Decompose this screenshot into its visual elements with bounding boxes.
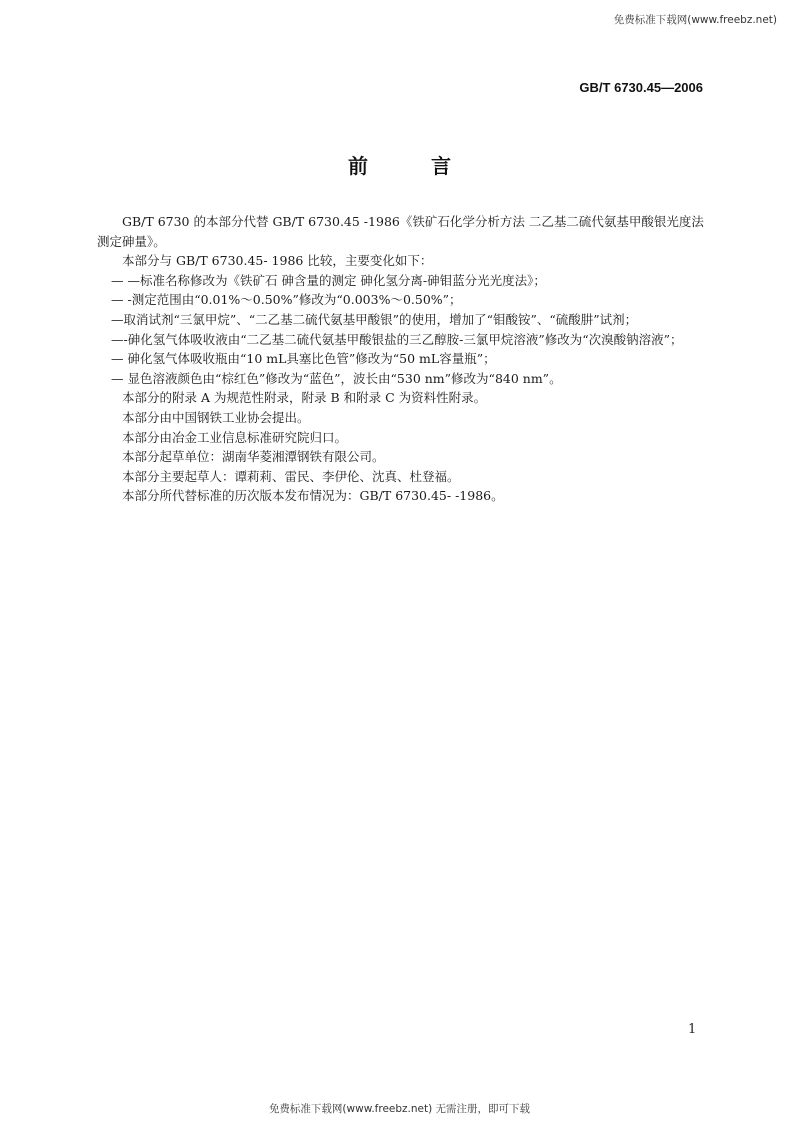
changes-intro: 本部分与 GB/T 6730.45- 1986 比较，主要变化如下： <box>122 253 433 269</box>
change-item-color: — 显色溶液颜色由“棕红色”修改为“蓝色”，波长由“530 nm”修改为“840 nm”。 <box>111 370 562 386</box>
standard-number: GB/T 6730.45—2006 <box>579 80 703 95</box>
note-drafting-unit: 本部分起草单位：湖南华菱湘潭钢铁有限公司。 <box>122 449 385 465</box>
note-appendix: 本部分的附录 A 为规范性附录，附录 B 和附录 C 为资料性附录。 <box>122 390 487 406</box>
change-item-title: — —标准名称修改为《铁矿石 砷含量的测定 砷化氢分离-砷钼蓝分光光度法》； <box>111 272 546 288</box>
intro-paragraph: GB/T 6730 的本部分代替 GB/T 6730.45 -1986《铁矿石化学分析方法 二乙基二硫代氨基甲酸银光度法测定砷量》。 <box>97 214 704 249</box>
note-administrator: 本部分由冶金工业信息标准研究院归口。 <box>122 429 348 445</box>
preface-body <box>97 212 709 506</box>
watermark-top: 免费标准下载网(www.freebz.net) <box>613 14 777 26</box>
change-item-range: — -测定范围由“0.01%～0.50%”修改为“0.003%～0.50%”； <box>111 292 462 308</box>
change-item-absorbent: —-砷化氢气体吸收液由“二乙基二硫代氨基甲酸银盐的三乙醇胺-三氯甲烷溶液”修改为“次溴酸钠溶液”； <box>111 331 683 347</box>
page-number: 1 <box>688 1022 697 1037</box>
note-history: 本部分所代替标准的历次版本发布情况为：GB/T 6730.45- -1986。 <box>122 488 504 504</box>
note-proposer: 本部分由中国钢铁工业协会提出。 <box>122 409 310 425</box>
change-item-reagents: —取消试剂“三氯甲烷”、“二乙基二硫代氨基甲酸银”的使用，增加了“钼酸铵”、“硫酸肼”试剂； <box>111 311 638 327</box>
change-item-bottle: — 砷化氢气体吸收瓶由“10 mL具塞比色管”修改为“50 mL容量瓶”； <box>111 351 496 367</box>
watermark-bottom: 免费标准下载网(www.freebz.net) 无需注册，即可下载 <box>268 1103 531 1115</box>
page-title: 前 言 <box>348 154 479 178</box>
note-drafters: 本部分主要起草人：谭莉莉、雷民、李伊伦、沈真、杜登福。 <box>122 468 460 484</box>
